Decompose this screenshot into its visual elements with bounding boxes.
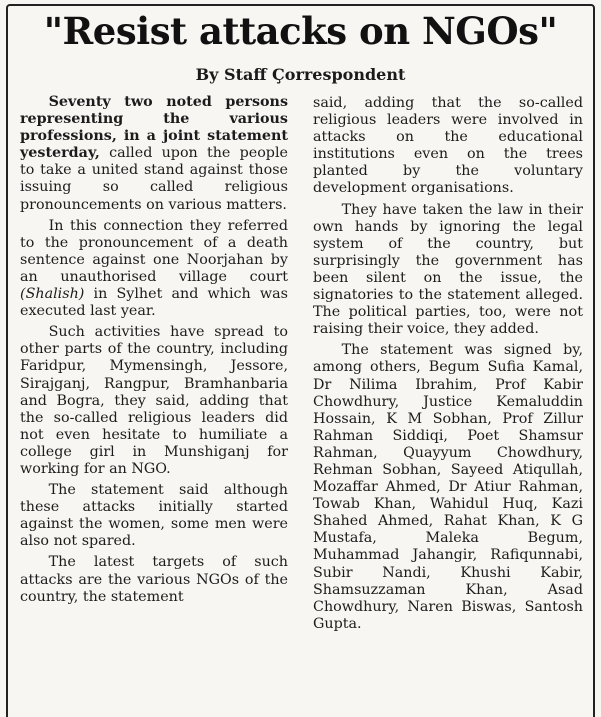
paragraph-text: in Sylhet and which was executed last year.	[20, 286, 288, 320]
paragraph: The latest targets of such attacks are the various NGOs of the country, the statement	[20, 554, 288, 605]
paragraph-signatories: The statement was signed by, among others, Begum Sufia Kamal, Dr Nilima Ibrahim, Prof Kabir Chowdhury, Justice Kemaluddin Hossain, K M Sobhan, Prof Zillur Rahman Siddiqi, Poet Shamsur Rahman, Quayyum Chowdhury, Rehman Sobhan, Sayeed Atiqullah, Mozaffar Ahmed, Dr Atiur Rahman, Towab Khan, Wahidul Huq, Kazi Shahed Ahmed, Rahat Khan, K G Mustafa, Maleka Begum, Muhammad Jahangir, Rafiqunnabi, Subir Nandi, Khushi Kabir, Shamsuzzaman Khan, Asad Chowdhury, Naren Biswas, Santosh Gupta.	[313, 342, 583, 632]
article-column-right	[313, 95, 583, 637]
paragraph-continued: said, adding that the so-called religious leaders were involved in attacks on the educational institutions even on the trees planted by the voluntary development organisations.	[313, 95, 583, 197]
paragraph: The statement said although these attacks initially started against the women, some men were also not spared.	[20, 482, 288, 550]
paragraph	[20, 218, 288, 321]
paragraph	[20, 94, 288, 214]
paragraph-text: called upon the people to take a united stand against those issuing so called religious pronouncements on various matters.	[20, 145, 288, 213]
article-byline: By Staff Çorrespondent	[195, 65, 406, 84]
italic-term: (Shalish)	[20, 286, 85, 303]
paragraph-text: In this connection they referred to the pronouncement of a death sentence against one Noorjahan by an unauthorised village court	[20, 217, 288, 285]
paragraph: Such activities have spread to other parts of the country, including Faridpur, Mymensingh, Jessore, Sirajganj, Rangpur, Bramhanbaria and Bogra, they said, adding that the so-called religious leaders did not even hesitate to humiliate a college girl in Munshiganj for working for an NGO.	[20, 324, 288, 477]
lead-in-text: Seventy two noted persons representing the various professions, in a joint statement yesterday,	[20, 94, 288, 162]
article-column-left	[20, 94, 288, 610]
article-headline: "Resist attacks on NGOs"	[43, 9, 558, 53]
paragraph: They have taken the law in their own hands by ignoring the legal system of the country, but surprisingly the government has been silent on the issue, the signatories to the statement alleged. The political parties, too, were not raising their voice, they added.	[313, 201, 583, 338]
